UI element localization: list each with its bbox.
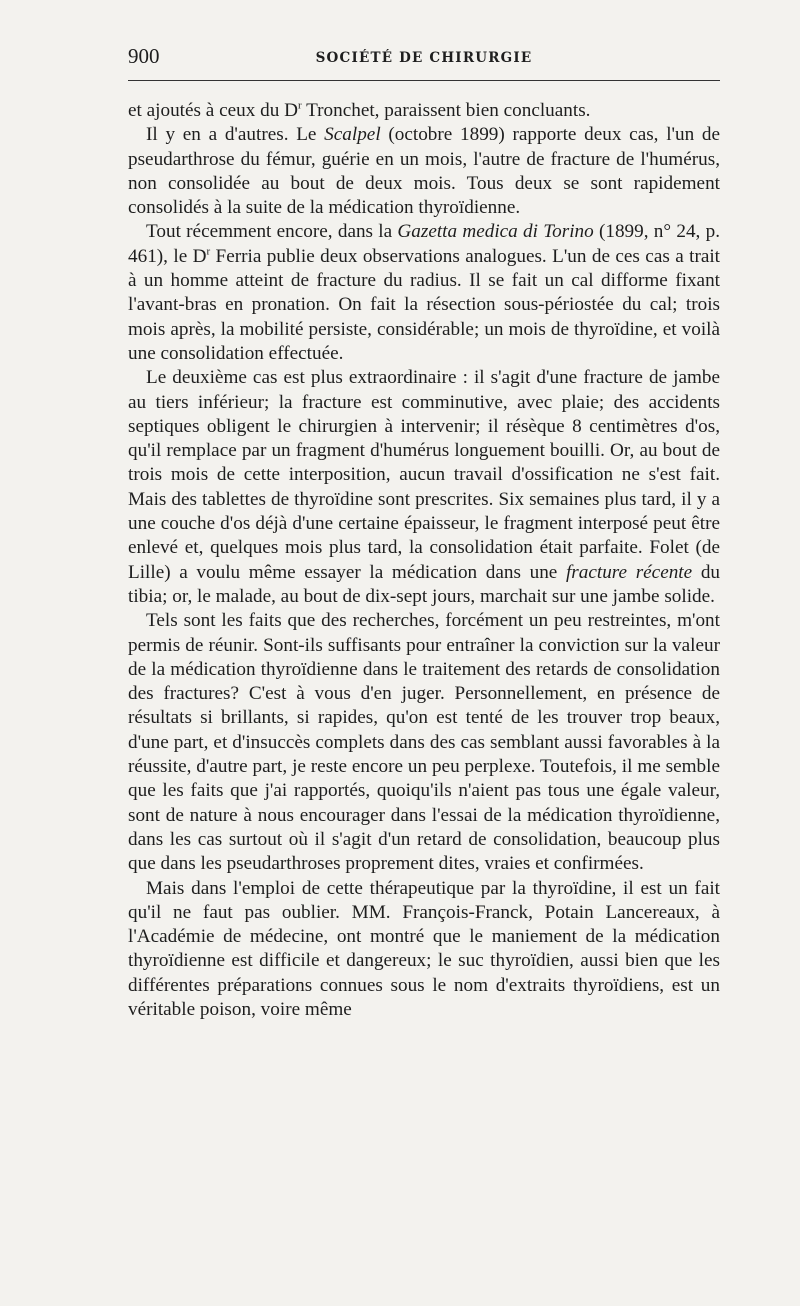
page-header — [128, 44, 720, 74]
text-run: et ajoutés à ceux du D — [128, 100, 298, 121]
page-number: 900 — [128, 44, 160, 68]
text-run: du tibia; or, le malade, au bout de dix-sept jours, marchait sur une jambe solide. — [128, 561, 721, 607]
paragraph — [128, 366, 720, 609]
italic-text: Scalpel — [324, 124, 381, 146]
text-run: (1899, n° 24, p. 461), le D — [128, 221, 720, 267]
running-title: SOCIÉTÉ DE CHIRURGIE — [315, 50, 533, 66]
superscript: r — [206, 245, 211, 258]
body-text — [128, 99, 720, 1022]
superscript: r — [297, 99, 302, 112]
text-run: Ferria publie deux observations analogues. L'un de ces cas a trait à un homme atteint de fracture du radius. Il se fait un cal difforme fixant l'avant-bras en pronation. On fait la résection sous-périostée du cal; trois mois après, la mobilité persiste, considérable; un mois de thyroïdine, et voilà une consolidation effectuée. — [128, 245, 721, 364]
text-run: Tronchet, paraissent bien concluants. — [301, 100, 591, 121]
text-run: Tels sont les faits que des recherches, forcément un peu restreintes, m'ont permis de réunir. Sont-ils suffisants pour entraîner la conviction sur la valeur de la médication thyroïdienne dans le traitement des retards de consolidation des fractures? C'est à vous d'en juger. Personnellement, en présence de résultats si brillants, si rapides, qu'on est tenté de les trouver trop beaux, d'une part, et d'insuccès complets dans des cas semblant aussi favorables à la réussite, d'autre part, je reste encore un peu perplexe. Toutefois, il me semble que les faits que j'ai rapportés, quoiqu'ils n'aient pas tous une égale valeur, sont de nature à nous encourager dans l'essai de la médication thyroïdienne, dans les cas surtout où il s'agit d'un retard de consolidation, beaucoup plus que dans les pseudarthroses proprement dites, vraies et confirmées. — [128, 610, 720, 875]
text-run: Le deuxième cas est plus extraordinaire : il s'agit d'une fracture de jambe au tiers inférieur; la fracture est comminutive, avec plaie; des accidents septiques obligent le chirurgien à intervenir; il résèque 8 centimètres d'os, qu'il remplace par un fragment d'humérus longuement bouilli. Or, au bout de trois mois de cette interposition, aucun travail d'ossification ne s'est fait. Mais des tablettes de thyroïdine sont prescrites. Six semaines plus tard, il y a une couche d'os déjà d'une certaine épaisseur, le fragment interposé peut être enlevé et, quelques mois plus tard, la consolidation était parfaite. Folet (de Lille) a voulu même essayer la médication dans une — [128, 367, 720, 583]
text-run: Tout récemment encore, dans la — [146, 221, 398, 243]
text-run: (octobre 1899) rapporte deux cas, l'un de pseudarthrose du fémur, guérie en un mois, l'autre de fracture de l'humérus, non consolidée au bout de deux mois. Tous deux se sont rapidement consolidés à la suite de la médication thyroïdienne. — [128, 124, 720, 219]
header-rule — [128, 80, 720, 81]
italic-text: fracture récente — [565, 561, 693, 583]
paragraph — [128, 123, 720, 220]
paragraph — [128, 220, 720, 366]
paragraph — [128, 609, 720, 876]
text-run: Mais dans l'emploi de cette thérapeutique par la thyroïdine, il est un fait qu'il ne faut pas oublier. MM. François-Franck, Potain Lancereaux, à l'Académie de médecine, ont montré que le maniement de la médication thyroïdienne est difficile et dangereux; le suc thyroïdien, aussi bien que les différentes préparations connues sous le nom d'extraits thyroïdiens, est un véritable poison, voire même — [128, 877, 720, 1020]
italic-text: Gazetta medica di Torino — [397, 221, 594, 243]
paragraph — [128, 877, 720, 1023]
text-run: Il y en a d'autres. Le — [146, 124, 325, 146]
paragraph — [128, 99, 720, 123]
